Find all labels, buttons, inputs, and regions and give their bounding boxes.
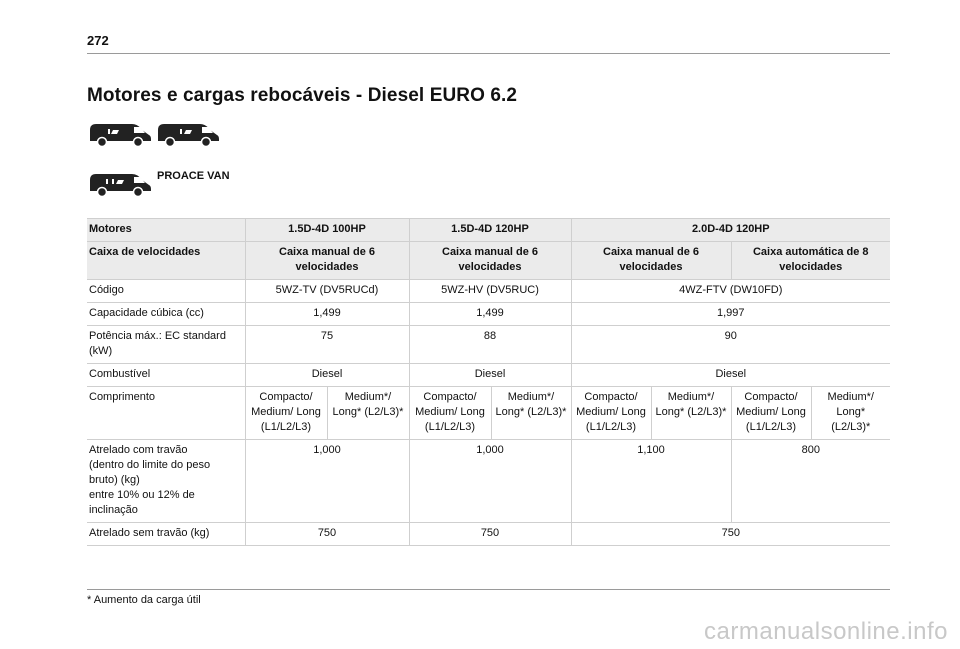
row-label-line: (dentro do limite do peso bruto) (kg)	[89, 459, 211, 486]
table-cell: 1,000	[245, 440, 409, 523]
engine-header: 2.0D-4D 120HP	[571, 219, 890, 242]
table-cell: Diesel	[409, 364, 571, 387]
row-label	[87, 440, 245, 523]
page-number: 272	[87, 33, 109, 48]
row-label: Motores	[87, 219, 245, 242]
table-cell: 88	[409, 326, 571, 364]
table-cell: 90	[571, 326, 890, 364]
table-cell: Compacto/ Medium/ Long (L1/L2/L3)	[409, 387, 491, 440]
row-label: Código	[87, 280, 245, 303]
table-row-com-travao	[87, 440, 890, 523]
row-label-line: entre 10% ou 12% de inclinação	[89, 489, 195, 516]
footnote: * Aumento da carga útil	[87, 594, 201, 606]
row-label: Caixa de velocidades	[87, 242, 245, 280]
table-row-caixa	[87, 242, 890, 280]
gearbox-cell: Caixa manual de 6 velocidades	[245, 242, 409, 280]
table-cell: 800	[731, 440, 890, 523]
table-row-capacidade	[87, 303, 890, 326]
van-medium-icon	[156, 121, 220, 147]
table-cell: 5WZ-TV (DV5RUCd)	[245, 280, 409, 303]
engine-header: 1.5D-4D 100HP	[245, 219, 409, 242]
row-label: Comprimento	[87, 387, 245, 440]
table-cell: Compacto/ Medium/ Long (L1/L2/L3)	[731, 387, 811, 440]
table-cell: 75	[245, 326, 409, 364]
table-cell: 5WZ-HV (DV5RUC)	[409, 280, 571, 303]
table-cell: Compacto/ Medium/ Long (L1/L2/L3)	[571, 387, 651, 440]
spec-table	[87, 218, 890, 546]
gearbox-cell: Caixa automática de 8 velocidades	[731, 242, 890, 280]
model-label: PROACE VAN	[157, 170, 230, 182]
table-cell: 750	[571, 523, 890, 546]
bottom-divider	[87, 589, 890, 590]
table-cell: Medium*/ Long* (L2/L3)*	[327, 387, 409, 440]
gearbox-cell: Caixa manual de 6 velocidades	[571, 242, 731, 280]
van-compact-icon	[88, 121, 152, 147]
table-cell: 1,499	[409, 303, 571, 326]
table-cell: 1,100	[571, 440, 731, 523]
table-row-combustivel	[87, 364, 890, 387]
table-cell: Medium*/ Long* (L2/L3)*	[491, 387, 571, 440]
table-row-sem-travao	[87, 523, 890, 546]
top-divider	[87, 53, 890, 54]
table-cell: Compacto/ Medium/ Long (L1/L2/L3)	[245, 387, 327, 440]
table-cell: 750	[245, 523, 409, 546]
table-row-comprimento	[87, 387, 890, 440]
table-row-codigo	[87, 280, 890, 303]
row-label-line: Atrelado com travão	[89, 444, 188, 456]
row-label: Capacidade cúbica (cc)	[87, 303, 245, 326]
table-cell: Medium*/ Long* (L2/L3)*	[811, 387, 890, 440]
engine-header: 1.5D-4D 120HP	[409, 219, 571, 242]
table-cell: 1,499	[245, 303, 409, 326]
van-long-icon	[88, 171, 152, 197]
table-cell: 1,000	[409, 440, 571, 523]
table-cell: 4WZ-FTV (DW10FD)	[571, 280, 890, 303]
row-label: Potência máx.: EC standard (kW)	[87, 326, 245, 364]
table-row-potencia	[87, 326, 890, 364]
row-label: Atrelado sem travão (kg)	[87, 523, 245, 546]
table-cell: Diesel	[571, 364, 890, 387]
table-cell: 1,997	[571, 303, 890, 326]
table-cell: Diesel	[245, 364, 409, 387]
table-cell: Medium*/ Long* (L2/L3)*	[651, 387, 731, 440]
table-cell: 750	[409, 523, 571, 546]
table-row-motores	[87, 219, 890, 242]
gearbox-cell: Caixa manual de 6 velocidades	[409, 242, 571, 280]
watermark: carmanualsonline.info	[704, 618, 948, 645]
page-title: Motores e cargas rebocáveis - Diesel EURO 6.2	[87, 85, 518, 106]
row-label: Combustível	[87, 364, 245, 387]
